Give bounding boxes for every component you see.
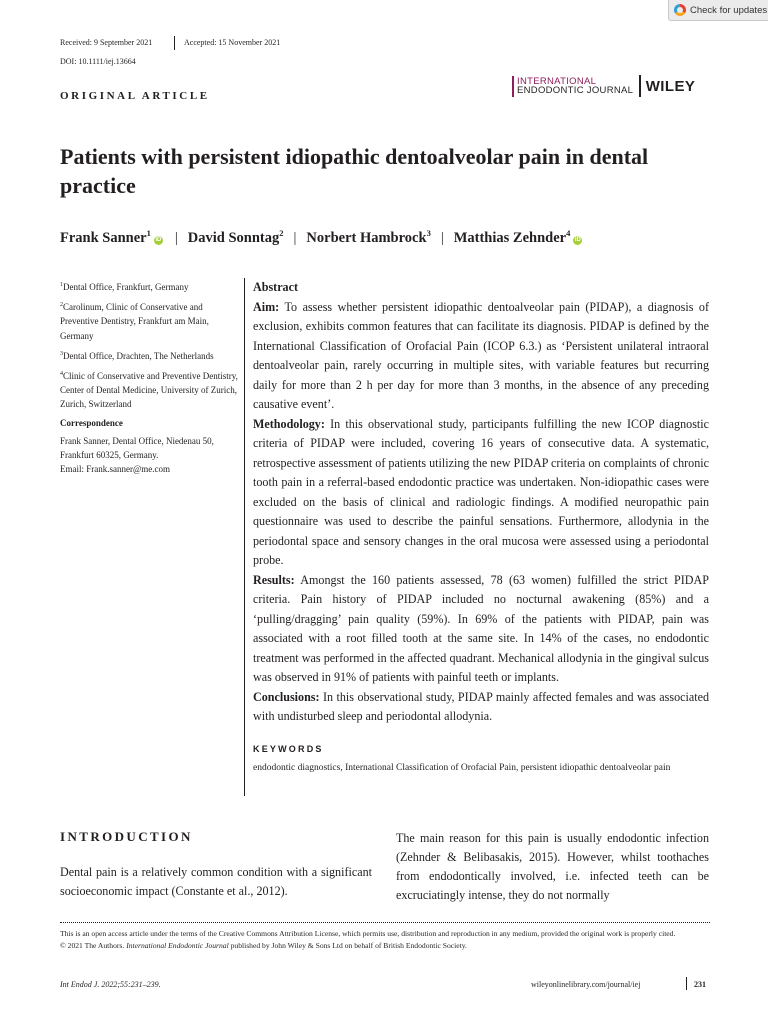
article-title: Patients with persistent idiopathic dentoalveolar pain in dental practice <box>60 144 649 198</box>
journal-logo-bar <box>512 76 514 97</box>
affiliation: $^1$Dental Office, Frankfurt, Germany <box>60 282 189 292</box>
keywords-heading: KEYWORDS <box>253 744 324 754</box>
meta-divider <box>174 36 175 50</box>
footer-divider <box>686 977 687 990</box>
orcid-icon[interactable]: iD <box>574 236 581 243</box>
accepted-date: Accepted: 15 November 2021 <box>184 38 281 47</box>
author-list <box>60 228 584 247</box>
logo-separator <box>639 75 641 97</box>
received-date: Received: 9 September 2021 <box>60 38 153 47</box>
author[interactable]: David Sonntag$^2$ <box>187 228 284 246</box>
abstract-results: Results: Amongst the 160 patients assessed, 78 (63 women) fulfilled the strict PIDAP criteria. Pain history of PIDAP included no nocturnal awakening (85%) and a ‘pulling/dragging’ pain quality (59%). In 69% of the patients with PIDAP, pain was associated with a root filled tooth at the same site. In 14% of the cases, no endodontic treatment was performed in the affected quadrant. Mechanical allodynia in the gingival sulcus was observed in 91% of patients with painful teeth or implants. <box>253 572 709 684</box>
correspondence-email[interactable]: Email: Frank.sanner@me.com <box>60 464 171 475</box>
footer-url[interactable]: wileyonlinelibrary.com/journal/iej <box>531 980 641 989</box>
journal-logo <box>512 75 695 97</box>
check-for-updates-button[interactable] <box>668 0 768 21</box>
journal-logo-line1: INTERNATIONAL <box>517 76 597 87</box>
author-separator: | <box>440 229 444 246</box>
introduction-heading: INTRODUCTION <box>60 829 193 844</box>
doi[interactable]: DOI: 10.1111/iej.13664 <box>60 57 136 66</box>
author[interactable]: Norbert Hambrock$^3$ <box>306 228 431 246</box>
article-type: ORIGINAL ARTICLE <box>60 90 210 102</box>
abstract <box>253 278 709 727</box>
author[interactable]: Matthias Zehnder$^4$ <box>453 228 571 246</box>
footer-citation: Int Endod J. 2022;55:231–239. <box>60 980 161 989</box>
publisher-logo: WILEY <box>645 77 696 95</box>
affiliation: $^4$Clinic of Conservative and Preventive Dentistry, Center of Dental Medicine, University of Zurich, Zurich, Switzerland <box>60 371 238 410</box>
affiliation: $^3$Dental Office, Drachten, The Netherlands <box>60 350 214 361</box>
abstract-rule <box>244 278 245 796</box>
abstract-aim: Aim: To assess whether persistent idiopathic dentoalveolar pain (PIDAP), a diagnosis of exclusion, exhibits common features that can facilitate its diagnosis. PIDAP is defined by the International Classification of Orofacial Pain (ICOP 6.3.) as ‘Persistent unilateral intraoral dentoalveolar pain, rarely occurring in multiple sites, with variable features but recurring daily for more than 2 h per day for more than 3 months, in the absence of any preceding causative event’. <box>253 299 709 411</box>
abstract-heading: Abstract <box>253 280 299 294</box>
introduction-column-1: Dental pain is a relatively common condition with a significant socioeconomic impact (Constante et al., 2012). <box>60 865 372 898</box>
affiliations <box>60 278 240 476</box>
crossmark-icon <box>674 4 686 16</box>
introduction-column-2: The main reason for this pain is usually endodontic infection (Zehnder & Belibasakis, 2015). However, whilst toothaches from endodontically involved, i.e. infected teeth can be excruciatingly intense, they do not normally <box>396 831 709 902</box>
keywords-text: endodontic diagnostics, International Classification of Orofacial Pain, persistent idiopathic dentoalveolar pain <box>253 763 671 773</box>
author-separator: | <box>293 229 297 246</box>
page-number: 231 <box>694 980 706 989</box>
correspondence-heading: Correspondence <box>60 417 123 428</box>
abstract-methodology: Methodology: In this observational study, participants fulfilling the new ICOP diagnostic criteria of PIDAP were included, covering 16 years of consecutive data. A systematic, retrospective assessment of patients utilizing the new PIDAP criteria on complaints of chronic tooth pain in a referral-based endodontic practice was undertaken. Non-idiopathic cases were excluded on the basis of clinical and radiologic findings. A modified neuropathic pain questionnaire was used to describe the painful sensations. Furthermore, allodynia in the periodontal space and sensory changes in the oral mucosa were assessed using a periodontal probe. <box>253 416 709 567</box>
affiliation: $^2$Carolinum, Clinic of Conservative and Preventive Dentistry, Frankfurt am Main, Germany <box>60 302 209 341</box>
journal-logo-line2: ENDODONTIC JOURNAL <box>517 85 634 96</box>
author[interactable]: Frank Sanner$^1$ <box>60 228 151 246</box>
copyright-text: © 2021 The Authors. International Endodontic Journal published by John Wiley & Sons Ltd on behalf of British Endodontic Society. <box>60 941 467 950</box>
author-separator: | <box>174 229 178 246</box>
abstract-conclusions: Conclusions: In this observational study, PIDAP mainly affected females and was associated with undisturbed sleep and periodontal allodynia. <box>253 689 709 723</box>
check-for-updates-label: Check for updates <box>690 4 768 16</box>
license-note <box>60 928 710 952</box>
license-text: This is an open access article under the terms of the Creative Commons Attribution License, which permits use, distribution and reproduction in any medium, provided the original work is properly cited. <box>60 929 676 938</box>
footnote-rule <box>60 922 710 923</box>
orcid-icon[interactable]: iD <box>155 236 162 243</box>
correspondence-address: Frank Sanner, Dental Office, Niedenau 50, Frankfurt 60325, Germany. Email: Frank.sanner@me.com <box>60 435 214 475</box>
